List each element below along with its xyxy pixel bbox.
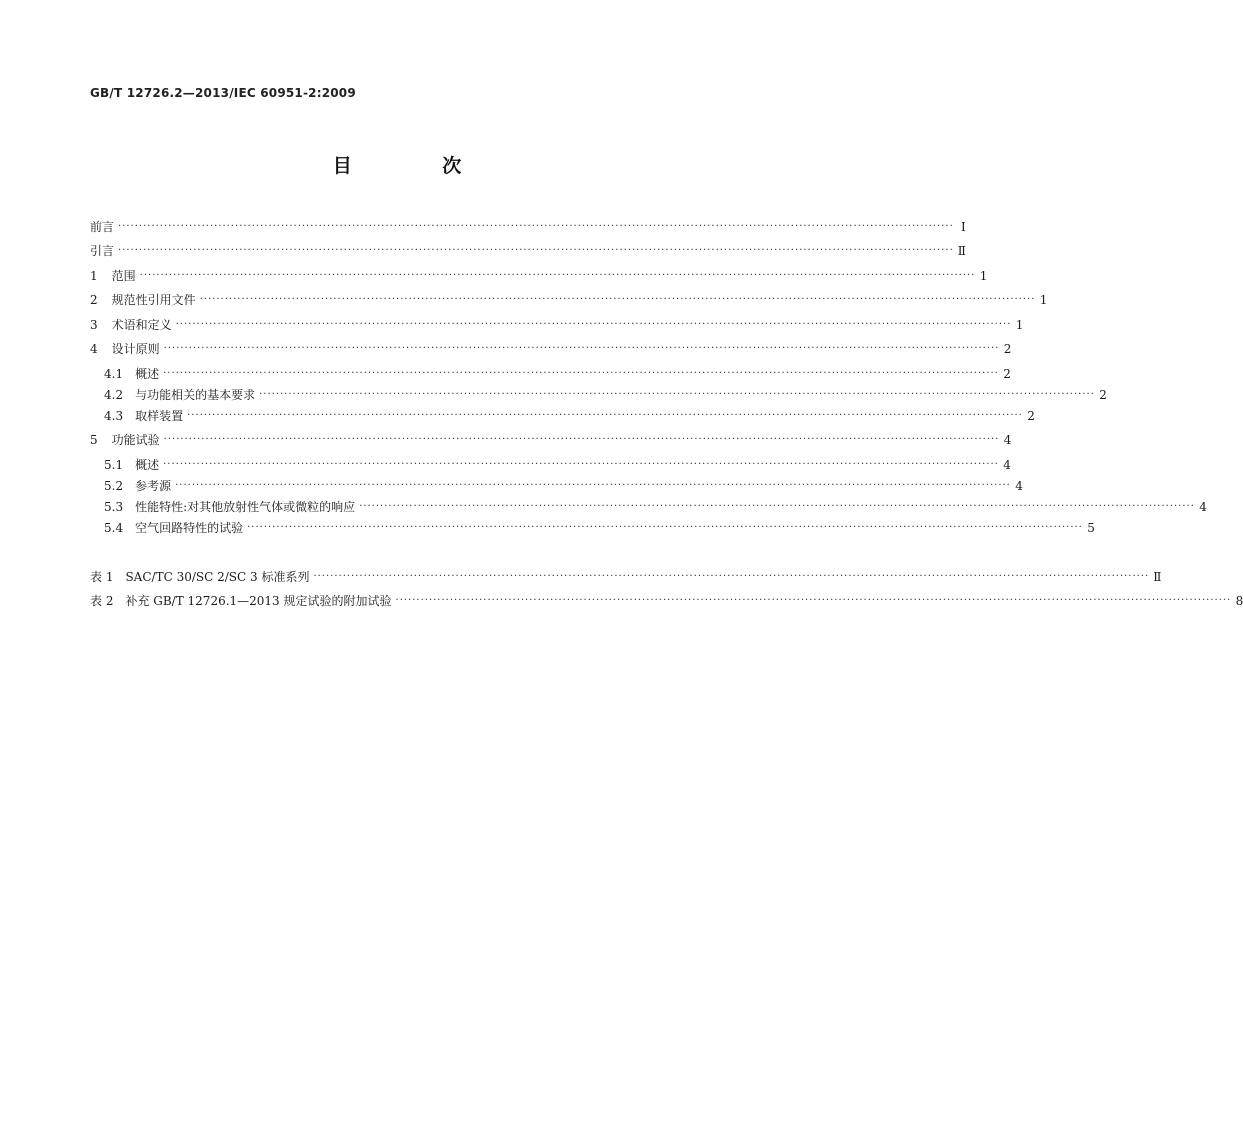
toc-entry[interactable] bbox=[104, 478, 1023, 494]
toc-entry-number: 4.3 bbox=[104, 409, 124, 423]
toc-entry-label: 范围 bbox=[111, 269, 136, 283]
toc-entry[interactable] bbox=[90, 268, 988, 284]
toc-entry-label: 参考源 bbox=[135, 479, 172, 493]
toc-entry-label: 概述 bbox=[135, 458, 160, 472]
toc-entry[interactable] bbox=[104, 499, 1207, 515]
toc-entry-page: 4 bbox=[1003, 458, 1011, 472]
toc-entry-page: Ⅰ bbox=[961, 220, 966, 234]
toc-leader-dots: ········································································································································································································ bbox=[118, 221, 954, 232]
toc-leader-dots: ········································································································································································································ bbox=[187, 410, 1023, 421]
toc-entry-label: SAC/TC 30/SC 2/SC 3 标准系列 bbox=[125, 570, 310, 584]
toc-entry-page: 8 bbox=[1235, 594, 1243, 608]
toc-leader-dots: ········································································································································································································ bbox=[163, 368, 999, 379]
toc-entry[interactable] bbox=[104, 366, 1011, 382]
toc-entry-number: 1 bbox=[90, 269, 98, 283]
toc-entry[interactable] bbox=[104, 387, 1107, 403]
toc-entry-page: 2 bbox=[1099, 388, 1107, 402]
toc-entry[interactable] bbox=[90, 341, 1012, 357]
toc-entry-number: 5 bbox=[90, 433, 98, 447]
toc-entry-page: 2 bbox=[1003, 367, 1011, 381]
toc-entry[interactable] bbox=[90, 317, 1024, 333]
toc-leader-dots: ········································································································································································································ bbox=[118, 245, 954, 256]
toc-entry-number: 表 2 bbox=[90, 594, 114, 608]
toc-leader-dots: ········································································································································································································ bbox=[199, 294, 1036, 305]
toc-entry-number: 5.3 bbox=[104, 500, 124, 514]
toc-entry[interactable] bbox=[104, 457, 1011, 473]
toc-leader-dots: ········································································································································································································ bbox=[395, 595, 1232, 606]
toc-entry-page: 1 bbox=[979, 269, 988, 283]
toc-entry-number: 5.4 bbox=[104, 521, 124, 535]
toc-entry[interactable] bbox=[104, 408, 1035, 424]
toc-entry-label: 性能特性:对其他放射性气体或微粒的响应 bbox=[135, 500, 356, 514]
toc-leader-dots: ········································································································································································································ bbox=[139, 270, 976, 281]
toc-entry-page: 5 bbox=[1087, 521, 1095, 535]
toc-entry-label: 设计原则 bbox=[111, 342, 160, 356]
toc-leader-dots: ········································································································································································································ bbox=[163, 459, 999, 470]
toc-leader-dots: ········································································································································································································ bbox=[359, 501, 1195, 512]
toc-entry-page: Ⅱ bbox=[957, 244, 966, 258]
toc-entry-page: 4 bbox=[1003, 433, 1012, 447]
toc-entry[interactable] bbox=[90, 569, 1162, 585]
toc-entry-page: 2 bbox=[1027, 409, 1035, 423]
toc-entry-page: Ⅱ bbox=[1153, 570, 1162, 584]
toc-leader-dots: ········································································································································································································ bbox=[247, 522, 1083, 533]
page-title: 目 次 bbox=[332, 155, 504, 177]
toc-entry[interactable] bbox=[90, 243, 966, 259]
toc-entry-number: 4.1 bbox=[104, 367, 124, 381]
toc-entry-label: 空气回路特性的试验 bbox=[135, 521, 244, 535]
toc-entry-page: 1 bbox=[1039, 293, 1048, 307]
toc-entry-number: 4 bbox=[90, 342, 98, 356]
toc-leader-dots: ········································································································································································································ bbox=[175, 480, 1011, 491]
toc-entry-page: 4 bbox=[1015, 479, 1023, 493]
toc-entry-label: 术语和定义 bbox=[111, 318, 172, 332]
toc-entry-number: 3 bbox=[90, 318, 98, 332]
toc-entry-label: 规范性引用文件 bbox=[111, 293, 196, 307]
toc-entry[interactable] bbox=[90, 219, 966, 235]
toc-leader-dots: ········································································································································································································ bbox=[175, 319, 1012, 330]
toc-entry-number: 5.2 bbox=[104, 479, 124, 493]
toc-leader-dots: ········································································································································································································ bbox=[163, 343, 1000, 354]
toc-entry-number: 2 bbox=[90, 293, 98, 307]
toc-leader-dots: ········································································································································································································ bbox=[313, 571, 1150, 582]
toc-entry-page: 1 bbox=[1015, 318, 1024, 332]
toc-entry-label: 取样装置 bbox=[135, 409, 184, 423]
toc-entry[interactable] bbox=[90, 432, 1012, 448]
toc-entry-label: 补充 GB/T 12726.1—2013 规定试验的附加试验 bbox=[125, 594, 392, 608]
document-header: GB/T 12726.2—2013/IEC 60951-2:2009 bbox=[90, 86, 356, 100]
toc-entry-page: 4 bbox=[1199, 500, 1207, 514]
toc-entry-label: 引言 bbox=[90, 244, 115, 258]
toc-entry-number: 4.2 bbox=[104, 388, 124, 402]
toc-entry-label: 与功能相关的基本要求 bbox=[135, 388, 256, 402]
toc-leader-dots: ········································································································································································································ bbox=[163, 434, 1000, 445]
toc-entry[interactable] bbox=[90, 593, 1243, 609]
toc-entry-label: 概述 bbox=[135, 367, 160, 381]
toc-leader-dots: ········································································································································································································ bbox=[259, 389, 1095, 400]
toc-entry-label: 前言 bbox=[90, 220, 115, 234]
toc-entry-page: 2 bbox=[1003, 342, 1012, 356]
toc-entry-label: 功能试验 bbox=[111, 433, 160, 447]
toc-entry[interactable] bbox=[90, 292, 1048, 308]
toc-entry-number: 5.1 bbox=[104, 458, 124, 472]
toc-entry-number: 表 1 bbox=[90, 570, 114, 584]
toc-entry[interactable] bbox=[104, 520, 1095, 536]
